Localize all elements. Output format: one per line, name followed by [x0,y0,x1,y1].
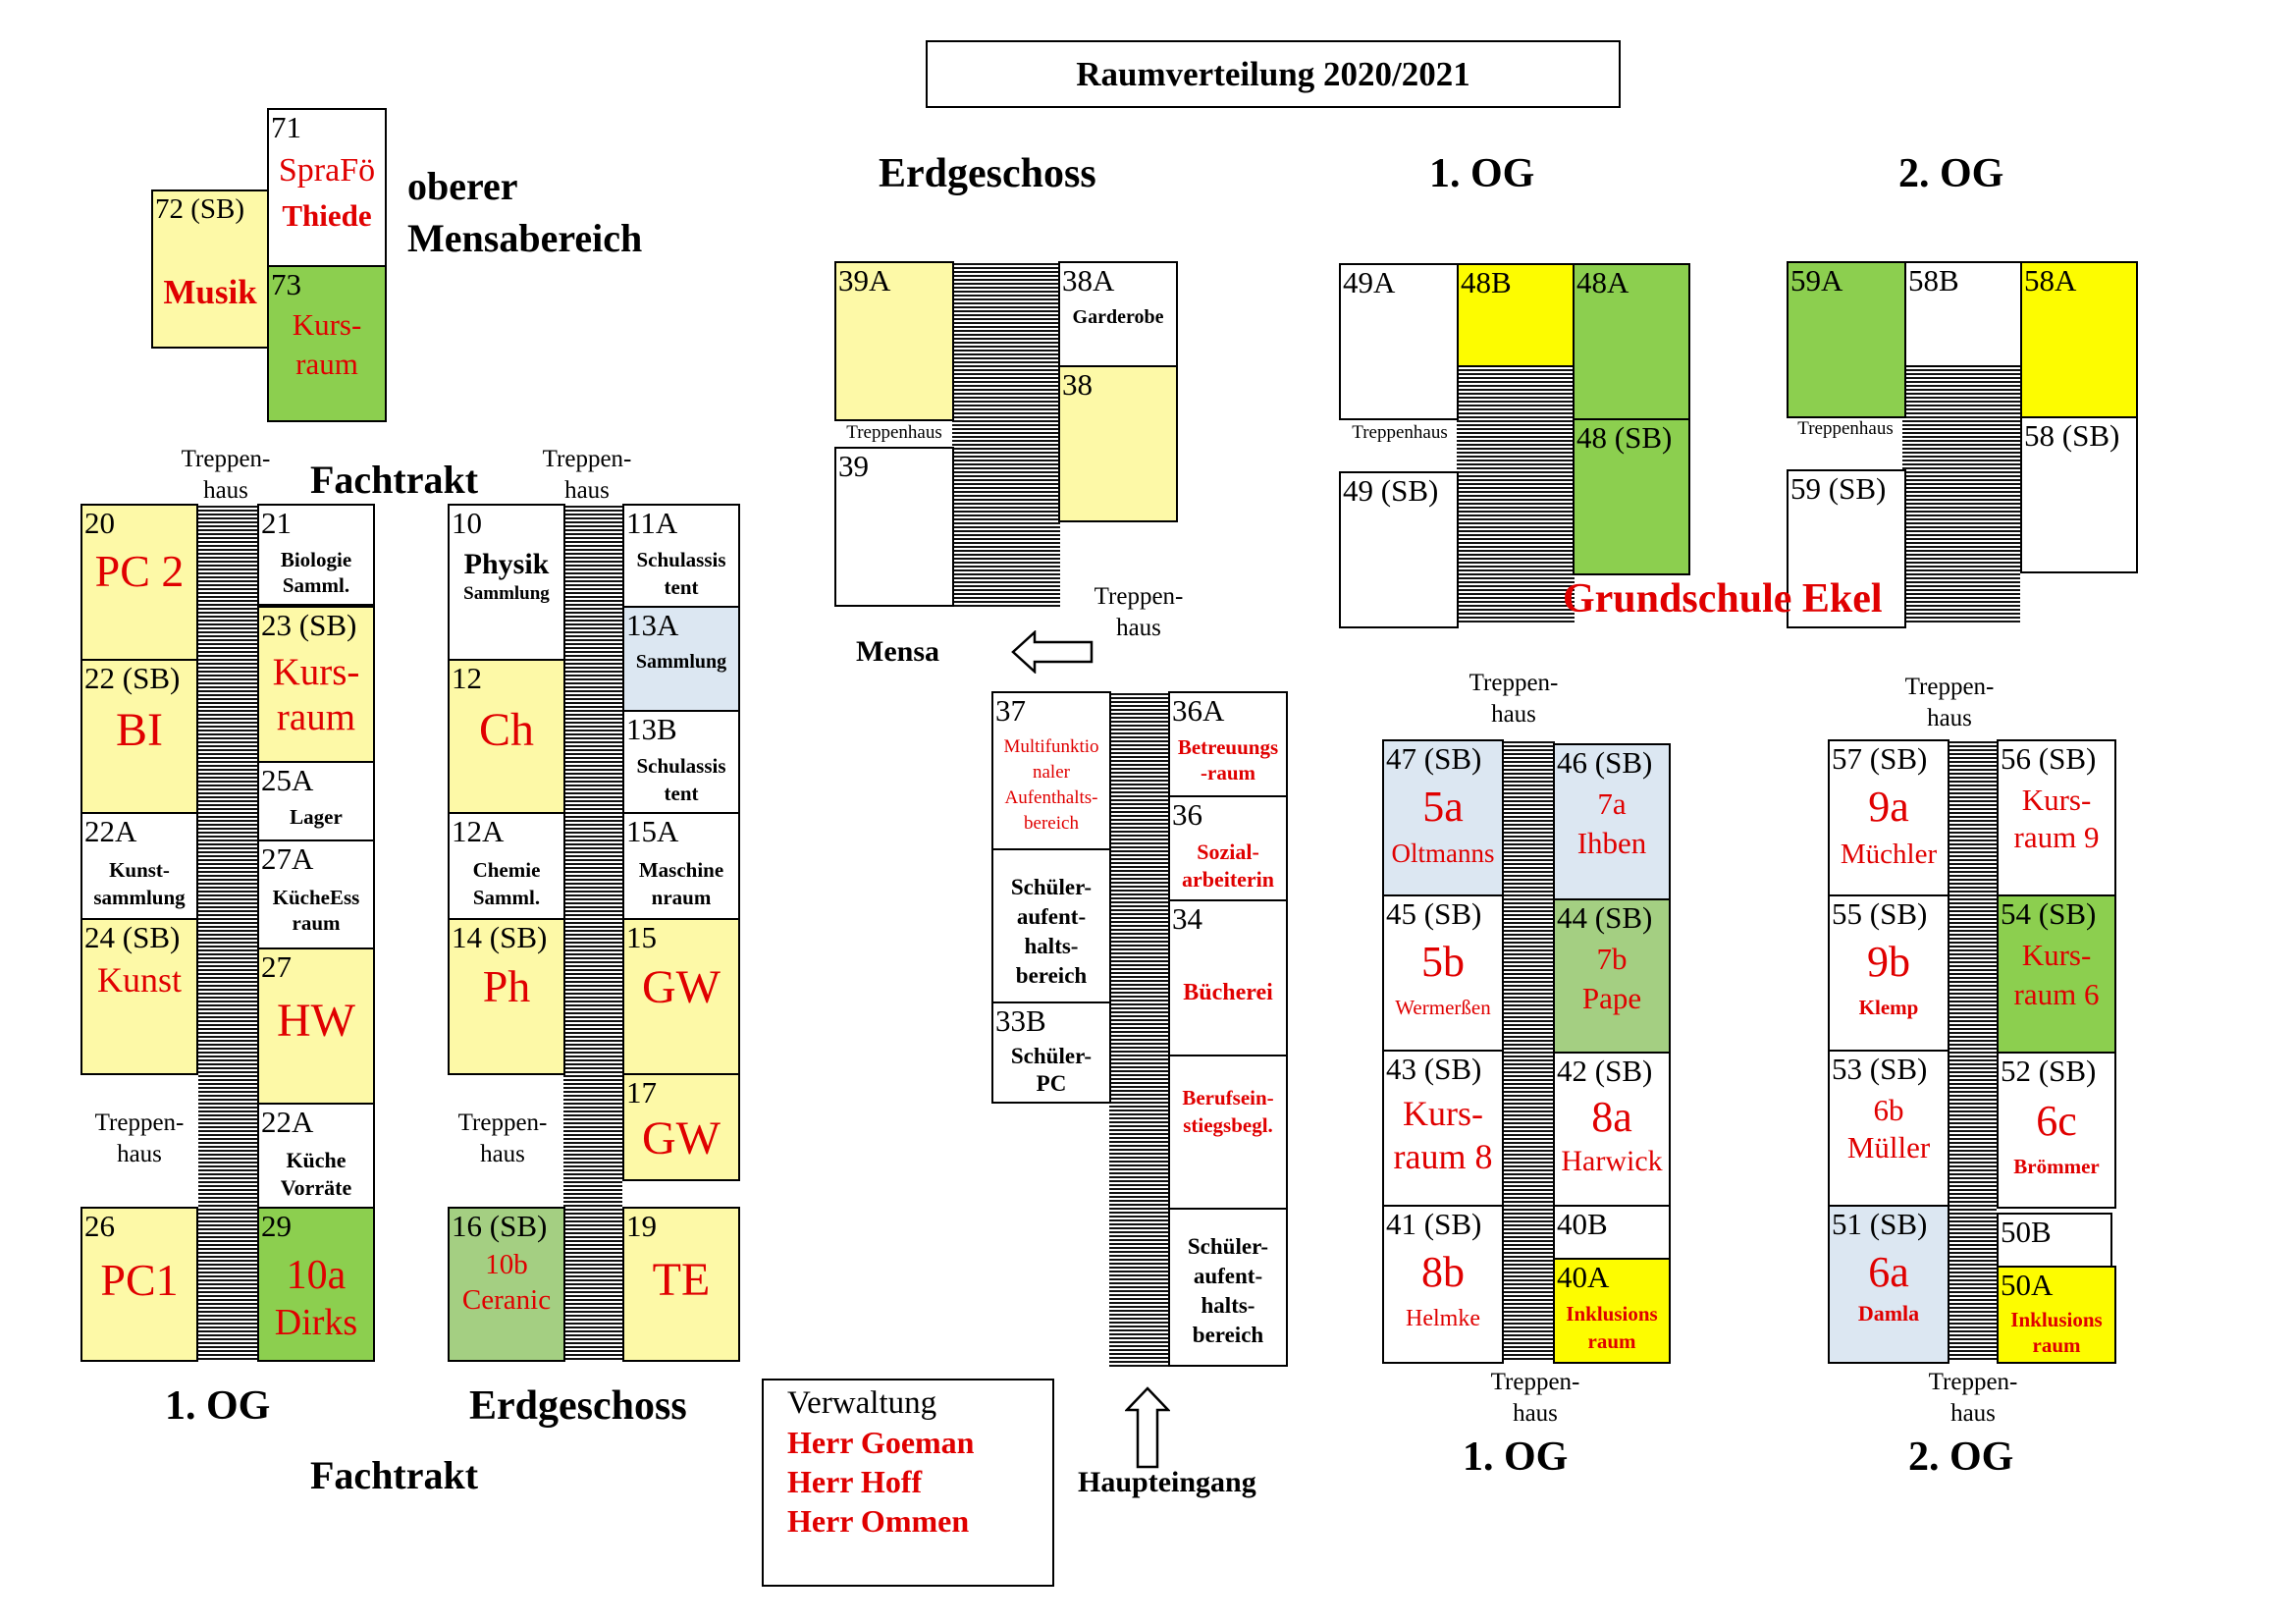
room-39a: 39A [834,261,954,421]
stairs [1457,365,1575,624]
stairs [1948,741,1997,1362]
room-45: 45 (SB) 5b Wermerßen [1382,894,1504,1052]
treppenhaus-label: Treppenhaus [1352,422,1448,443]
room-37: 37 Multifunktio naler Aufenthalts- bereich [991,691,1111,850]
stairs [1502,741,1555,1360]
room-49a: 49A [1339,263,1459,420]
room-58b: 58B [1904,261,2022,367]
room-50a: 50A Inklusions raum [1997,1266,2116,1364]
mensabereich-label: Mensabereich [407,216,643,260]
room-21: 21 Biologie Samml. [257,504,375,606]
title: Raumverteilung 2020/2021 [1076,55,1470,93]
fachtrakt-top-label: Fachtrakt [310,458,479,502]
room-25a: 25A Lager [257,761,375,841]
room-12a: 12A Chemie Samml. [448,812,565,920]
room-16: 16 (SB) 10b Ceranic [448,1207,565,1362]
room-34: 34 Bücherei [1168,899,1288,1056]
treppenhaus-label: Treppen- haus [94,1110,185,1167]
room-42: 42 (SB) 8a Harwick [1553,1052,1671,1207]
room-41: 41 (SB) 8b Helmke [1382,1205,1504,1364]
stairs [1902,365,2020,624]
grundschule-label: Grundschule Ekel [1563,576,1883,622]
verwaltung-box [762,1379,1054,1587]
room-22a-kueche: 22A Küche Vorräte [257,1103,375,1211]
room-39: 39 [834,447,954,607]
room-48b: 48B [1457,263,1575,367]
room-53: 53 (SB) 6b Müller [1828,1050,1949,1207]
mensa-label: Mensa [856,635,939,668]
room-36: 36 Sozial- arbeiterin [1168,795,1288,901]
room-33b: 33B Schüler- PC [991,1001,1111,1104]
stairs [1109,693,1170,1369]
room-73: 73 Kurs- raum [267,265,387,422]
treppenhaus-label: Treppen- haus [1094,583,1184,641]
room-berufseinstieg: Berufsein- stiegsbegl. [1168,1055,1288,1210]
room-59a: 59A [1787,261,1906,418]
room-27a: 27A KücheEss raum [257,839,375,949]
room-38: 38 [1058,365,1178,522]
room-51: 51 (SB) 6a Damla [1828,1205,1949,1364]
room-22a-kunst: 22A Kunst- sammlung [80,812,198,920]
room-13a: 13A Sammlung [622,606,740,712]
eg-main-label: Erdgeschoss [879,151,1096,196]
og1-bottom-label: 1. OG [1463,1435,1569,1480]
verwaltung-person: Herr Ommen [787,1503,970,1539]
room-55: 55 (SB) 9b Klemp [1828,894,1949,1052]
stairs [563,506,622,1360]
room-38a: 38A Garderobe [1058,261,1178,367]
room-11a: 11A Schulassis tent [622,504,740,608]
room-schueleraufenthalt-2: Schüler- aufent- halts- bereich [1168,1208,1288,1367]
room-13b: 13B Schulassis tent [622,710,740,816]
room-14: 14 (SB) Ph [448,918,565,1075]
room-58-sb: 58 (SB) [2020,416,2138,573]
treppenhaus-label: Treppenhaus [846,422,942,443]
oberer-label: oberer [407,164,518,208]
room-47: 47 (SB) 5a Oltmanns [1382,739,1504,896]
title-box [926,40,1621,108]
room-49-sb: 49 (SB) [1339,471,1459,628]
treppenhaus-label: Treppen- haus [1468,670,1559,728]
room-12: 12 Ch [448,659,565,814]
room-15a: 15A Maschine nraum [622,812,740,920]
room-50b: 50B [1997,1213,2112,1268]
room-46: 46 (SB) 7a Ihben [1553,743,1671,900]
verwaltung-heading: Verwaltung [787,1385,937,1421]
room-56: 56 (SB) Kurs- raum 9 [1997,739,2116,896]
room-36a: 36A Betreuungs -raum [1168,691,1288,797]
room-23: 23 (SB) Kurs- raum [257,606,375,763]
treppenhaus-label: Treppen- haus [181,446,271,504]
room-26: 26 PC1 [80,1207,198,1362]
og2-bottom-label: 2. OG [1908,1435,2014,1480]
room-48a: 48A [1573,263,1690,420]
arrow-left-icon [1011,630,1094,674]
og1-top-label: 1. OG [1429,151,1535,196]
verwaltung-person: Herr Goeman [787,1425,975,1460]
room-20: 20 PC 2 [80,504,198,661]
treppenhaus-label: Treppen- haus [1904,674,1995,731]
room-17: 17 GW [622,1073,740,1181]
room-57: 57 (SB) 9a Müchler [1828,739,1949,896]
room-48-sb: 48 (SB) [1573,418,1690,575]
og1-left-label: 1. OG [165,1383,271,1429]
arrow-up-icon [1125,1386,1170,1469]
treppenhaus-label: Treppen- haus [457,1110,548,1167]
room-52: 52 (SB) 6c Brömmer [1997,1052,2116,1209]
eg-left-label: Erdgeschoss [469,1383,687,1429]
room-71: 71 SpraFö Thiede [267,108,387,267]
room-54: 54 (SB) Kurs- raum 6 [1997,894,2116,1054]
room-27: 27 HW [257,947,375,1105]
room-10: 10 Physik Sammlung [448,504,565,661]
treppenhaus-label: Treppen- haus [1928,1369,2018,1427]
room-40b: 40B [1553,1205,1671,1260]
treppenhaus-label: Treppen- haus [542,446,632,504]
room-59-sb: 59 (SB) [1787,469,1906,628]
verwaltung-person: Herr Hoff [787,1464,923,1499]
room-58a: 58A [2020,261,2138,418]
fachtrakt-bottom-label: Fachtrakt [310,1453,479,1497]
room-44: 44 (SB) 7b Pape [1553,898,1671,1054]
room-schueleraufenthalt-1: Schüler- aufent- halts- bereich [991,848,1111,1003]
room-19: 19 TE [622,1207,740,1362]
room-24: 24 (SB) Kunst [80,918,198,1075]
og2-top-label: 2. OG [1898,151,2004,196]
room-43: 43 (SB) Kurs- raum 8 [1382,1050,1504,1207]
treppenhaus-label: Treppenhaus [1797,418,1894,439]
room-22-sb: 22 (SB) BI [80,659,198,814]
haupteingang-label: Haupteingang [1078,1466,1256,1498]
stairs [198,506,257,1360]
room-40a: 40A Inklusions raum [1553,1258,1671,1364]
room-15: 15 GW [622,918,740,1075]
room-29: 29 10a Dirks [257,1207,375,1362]
stairs [952,263,1060,609]
treppenhaus-label: Treppen- haus [1490,1369,1580,1427]
room-72: 72 (SB) Musik [151,189,269,349]
